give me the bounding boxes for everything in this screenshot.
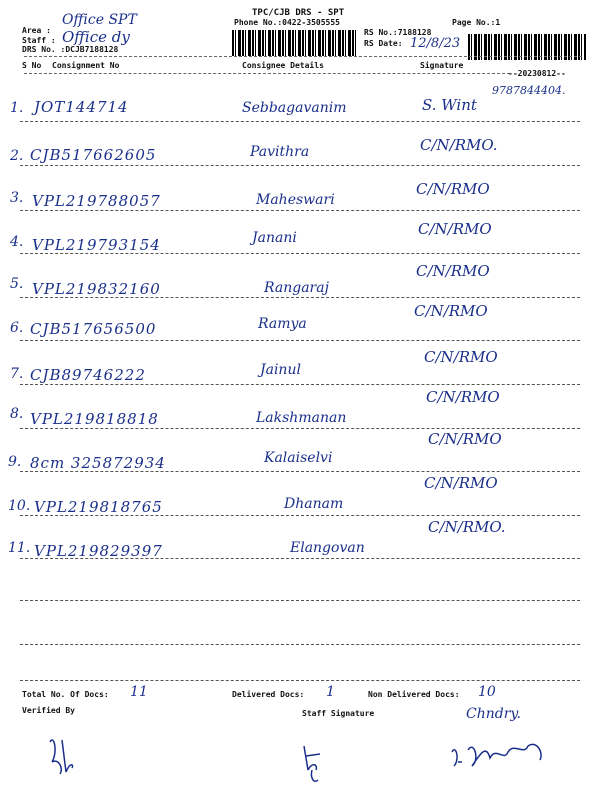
row-index: 4. bbox=[10, 234, 24, 250]
verified-by-label: Verified By bbox=[22, 706, 75, 715]
recipient-signature: C/N/RMO bbox=[414, 302, 488, 320]
row-index: 7. bbox=[10, 366, 24, 382]
recipient-signature: C/N/RMO bbox=[426, 388, 500, 406]
row-rule bbox=[20, 165, 580, 166]
staff-signature-label: Staff Signature bbox=[302, 709, 375, 718]
date-code: --20230812-- bbox=[508, 69, 566, 78]
consignee-name: Rangaraj bbox=[264, 280, 329, 296]
verifier-signature-drawing bbox=[44, 732, 84, 778]
consignee-name: Sebbagavanim bbox=[242, 100, 347, 116]
page-number: Page No.:1 bbox=[452, 18, 501, 27]
row-rule bbox=[20, 253, 580, 254]
rs-date-label: RS Date: bbox=[364, 39, 403, 48]
row-index: 6. bbox=[10, 320, 24, 336]
consignment-number: CJB517662605 bbox=[30, 146, 157, 164]
recipient-signature: C/N/RMO. bbox=[420, 136, 498, 154]
handwritten-note: Chndry. bbox=[466, 706, 521, 722]
row-index: 1. bbox=[10, 100, 24, 116]
consignee-name: Ramya bbox=[258, 316, 307, 332]
consignee-name: Kalaiselvi bbox=[264, 450, 333, 466]
recipient-signature: C/N/RMO. bbox=[428, 518, 506, 536]
non-delivered-docs-label: Non Delivered Docs: bbox=[368, 690, 460, 699]
row-index: 10. bbox=[8, 498, 31, 514]
delivered-docs-label: Delivered Docs: bbox=[232, 690, 305, 699]
row-rule bbox=[20, 558, 580, 559]
consignment-number: VPL219788057 bbox=[32, 192, 161, 210]
area-label: Area : bbox=[22, 26, 51, 35]
staff-value: Office dy bbox=[62, 28, 130, 46]
column-consignment: Consignment No bbox=[52, 61, 120, 70]
row-rule bbox=[20, 340, 580, 341]
consignment-number: CJB89746222 bbox=[30, 366, 146, 384]
recipient-signature: C/N/RMO bbox=[416, 180, 490, 198]
area-value: Office SPT bbox=[62, 12, 137, 28]
row-index: 8. bbox=[10, 406, 24, 422]
row-index: 11. bbox=[8, 540, 31, 556]
consignee-name: Jainul bbox=[260, 362, 301, 378]
total-docs-value: 11 bbox=[130, 684, 148, 700]
consignment-number: JOT144714 bbox=[34, 98, 129, 116]
rs-number: RS No.:7188128 bbox=[364, 28, 432, 37]
recipient-signature: C/N/RMO bbox=[424, 474, 498, 492]
document-title: TPC/CJB DRS - SPT bbox=[252, 8, 345, 18]
consignee-name: Elangovan bbox=[290, 540, 365, 556]
row-rule bbox=[20, 297, 580, 298]
row-index: 3. bbox=[10, 190, 24, 206]
row-rule bbox=[20, 210, 580, 211]
phone-note: 9787844404. bbox=[492, 84, 566, 97]
consignment-number: VPL219818818 bbox=[30, 410, 159, 428]
consignee-name: Lakshmanan bbox=[256, 410, 347, 426]
row-rule bbox=[20, 515, 580, 516]
drs-number: DRS No. :DCJB7188128 bbox=[22, 45, 119, 54]
column-signature: Signature bbox=[420, 61, 464, 70]
barcode-left bbox=[232, 30, 358, 56]
recipient-signature: C/N/RMO bbox=[428, 430, 502, 448]
rs-date-value: 12/8/23 bbox=[410, 36, 461, 51]
consignment-number: 8cm 325872934 bbox=[30, 454, 166, 472]
consignment-number: VPL219829397 bbox=[34, 542, 163, 560]
row-rule bbox=[20, 121, 580, 122]
consignee-name: Pavithra bbox=[250, 144, 310, 160]
officer-signature-drawing bbox=[446, 732, 552, 778]
row-rule bbox=[20, 644, 580, 645]
row-index: 2. bbox=[10, 148, 24, 164]
row-index: 9. bbox=[8, 454, 22, 470]
staff-label: Staff : bbox=[22, 36, 56, 45]
total-docs-label: Total No. Of Docs: bbox=[22, 690, 109, 699]
row-rule bbox=[20, 471, 580, 472]
consignee-name: Dhanam bbox=[284, 496, 344, 512]
recipient-signature: C/N/RMO bbox=[424, 348, 498, 366]
delivered-docs-value: 1 bbox=[326, 684, 335, 700]
column-consignee: Consignee Details bbox=[242, 61, 324, 70]
row-index: 5. bbox=[10, 276, 24, 292]
recipient-signature: S. Wint bbox=[422, 96, 477, 114]
row-rule bbox=[20, 680, 580, 681]
row-rule bbox=[20, 600, 580, 601]
consignment-number: VPL219818765 bbox=[34, 498, 163, 516]
consignee-name: Maheswari bbox=[256, 192, 335, 208]
phone-number: Phone No.:0422-3505555 bbox=[234, 18, 340, 27]
recipient-signature: C/N/RMO bbox=[416, 262, 490, 280]
row-rule bbox=[20, 428, 580, 429]
header-top-rule bbox=[24, 56, 582, 57]
column-sno: S No bbox=[22, 61, 42, 70]
non-delivered-docs-value: 10 bbox=[478, 684, 496, 700]
header-bottom-rule bbox=[24, 73, 510, 74]
consignment-number: CJB517656500 bbox=[30, 320, 157, 338]
recipient-signature: C/N/RMO bbox=[418, 220, 492, 238]
staff-signature-drawing bbox=[298, 740, 328, 786]
consignee-name: Janani bbox=[252, 230, 297, 246]
consignment-number: VPL219832160 bbox=[32, 280, 161, 298]
row-rule bbox=[20, 384, 580, 385]
consignment-number: VPL219793154 bbox=[32, 236, 161, 254]
